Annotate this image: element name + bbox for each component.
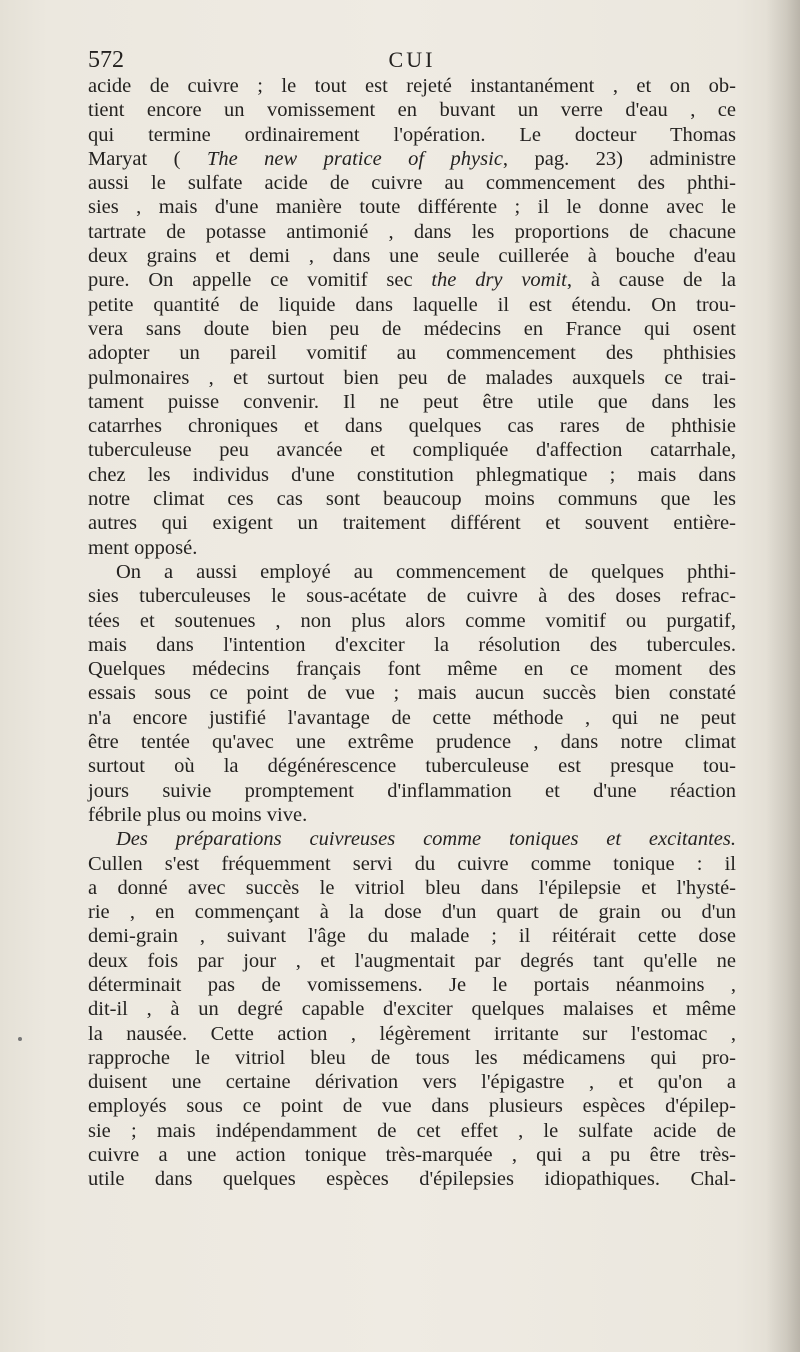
- text-line: pure. On appelle ce vomitif sec the dry vomit, à cause de la: [88, 269, 736, 292]
- text-line: autres qui exigent un traitement différent et souvent entière-: [88, 512, 736, 535]
- text-line: rie , en commençant à la dose d'un quart de grain ou d'un: [88, 901, 736, 924]
- text-line: qui termine ordinairement l'opération. Le docteur Thomas: [88, 123, 736, 146]
- text-line: tartrate de potasse antimonié , dans les proportions de chacune: [88, 220, 736, 243]
- text-line: chez les individus d'une constitution phlegmatique ; mais dans: [88, 463, 736, 486]
- text-line: fébrile plus ou moins vive.: [88, 803, 308, 826]
- text-line: sie ; mais indépendamment de cet effet , le sulfate acide de: [88, 1119, 736, 1142]
- text-line: Des préparations cuivreuses comme toniques et excitantes.: [116, 828, 736, 851]
- text-line: Cullen s'est fréquemment servi du cuivre comme tonique : il: [88, 852, 736, 875]
- text-line: être tentée qu'avec une extrême prudence , dans notre climat: [88, 731, 736, 754]
- text-line: On a aussi employé au commencement de quelques phthi-: [116, 560, 736, 583]
- text-line: employés sous ce point de vue dans plusieurs espèces d'épilep-: [88, 1095, 736, 1118]
- text-line: tuberculeuse peu avancée et compliquée d'affection catarrhale,: [88, 439, 736, 462]
- page-number: 572: [88, 47, 124, 73]
- text-line: vera sans doute bien peu de médecins en France qui osent: [88, 317, 736, 340]
- text-line: Quelques médecins français font même en ce moment des: [88, 658, 736, 681]
- body-text: [88, 74, 736, 1192]
- text-line: catarrhes chroniques et dans quelques cas rares de phthisie: [88, 415, 736, 438]
- text-line: surtout où la dégénérescence tuberculeuse est presque tou-: [88, 755, 736, 778]
- text-line: cuivre a une action tonique très-marquée , qui a pu être très-: [88, 1144, 736, 1167]
- text-line: petite quantité de liquide dans laquelle il est étendu. On trou-: [88, 293, 736, 316]
- text-line: a donné avec succès le vitriol bleu dans l'épilepsie et l'hysté-: [88, 876, 736, 899]
- text-line: adopter un pareil vomitif au commencement des phthisies: [88, 342, 736, 365]
- text-line: sies tuberculeuses le sous-acétate de cuivre à des doses refrac-: [88, 585, 736, 608]
- text-line: utile dans quelques espèces d'épilepsies idiopathiques. Chal-: [88, 1168, 736, 1191]
- italic-title: The new pratice of physic: [206, 147, 503, 170]
- text-line: rapproche le vitriol bleu de tous les médicamens qui pro-: [88, 1046, 736, 1069]
- text-line: sies , mais d'une manière toute différente ; il le donne avec le: [88, 196, 736, 219]
- text-line: deux grains et demi , dans une seule cuillerée à bouche d'eau: [88, 245, 736, 268]
- text-line: la nausée. Cette action , légèrement irritante sur l'estomac ,: [88, 1022, 736, 1045]
- text-line: Maryat ( The new pratice of physic, pag. 23) administre: [88, 147, 736, 170]
- text-line: mais dans l'intention d'exciter la résolution des tubercules.: [88, 633, 736, 656]
- text-line: dit-il , à un degré capable d'exciter quelques malaises et même: [88, 998, 736, 1021]
- italic-title: the dry vomit: [431, 269, 567, 292]
- text-line: duisent une certaine dérivation vers l'épigastre , et qu'on a: [88, 1071, 736, 1094]
- margin-speck: [18, 1037, 22, 1041]
- page-edge-shadow: [766, 0, 800, 1352]
- text-line: n'a encore justifié l'avantage de cette méthode , qui ne peut: [88, 706, 736, 729]
- text-line: demi-grain , suivant l'âge du malade ; il réitérait cette dose: [88, 925, 736, 948]
- text-line: essais sous ce point de vue ; mais aucun succès bien constaté: [88, 682, 736, 705]
- text-line: deux fois par jour , et l'augmentait par degrés tant qu'elle ne: [88, 949, 736, 972]
- text-line: notre climat ces cas sont beaucoup moins communs que les: [88, 488, 736, 511]
- text-line: acide de cuivre ; le tout est rejeté instantanément , et on ob-: [88, 75, 736, 97]
- text-line: ment opposé.: [88, 536, 198, 559]
- text-line: tées et soutenues , non plus alors comme vomitif ou purgatif,: [88, 609, 736, 632]
- page-header: [88, 44, 736, 76]
- text-line: pulmonaires , et surtout bien peu de malades auxquels ce trai-: [88, 366, 736, 389]
- text-line: jours suivie promptement d'inflammation et d'une réaction: [88, 779, 736, 802]
- running-head: CUI: [388, 47, 436, 72]
- text-line: tient encore un vomissement en buvant un verre d'eau , ce: [88, 99, 736, 122]
- text-line: tament puisse convenir. Il ne peut être utile que dans les: [88, 390, 736, 413]
- text-line: déterminait pas de vomissemens. Je le portais néanmoins ,: [88, 973, 736, 996]
- text-line: aussi le sulfate acide de cuivre au commencement des phthi-: [88, 172, 736, 195]
